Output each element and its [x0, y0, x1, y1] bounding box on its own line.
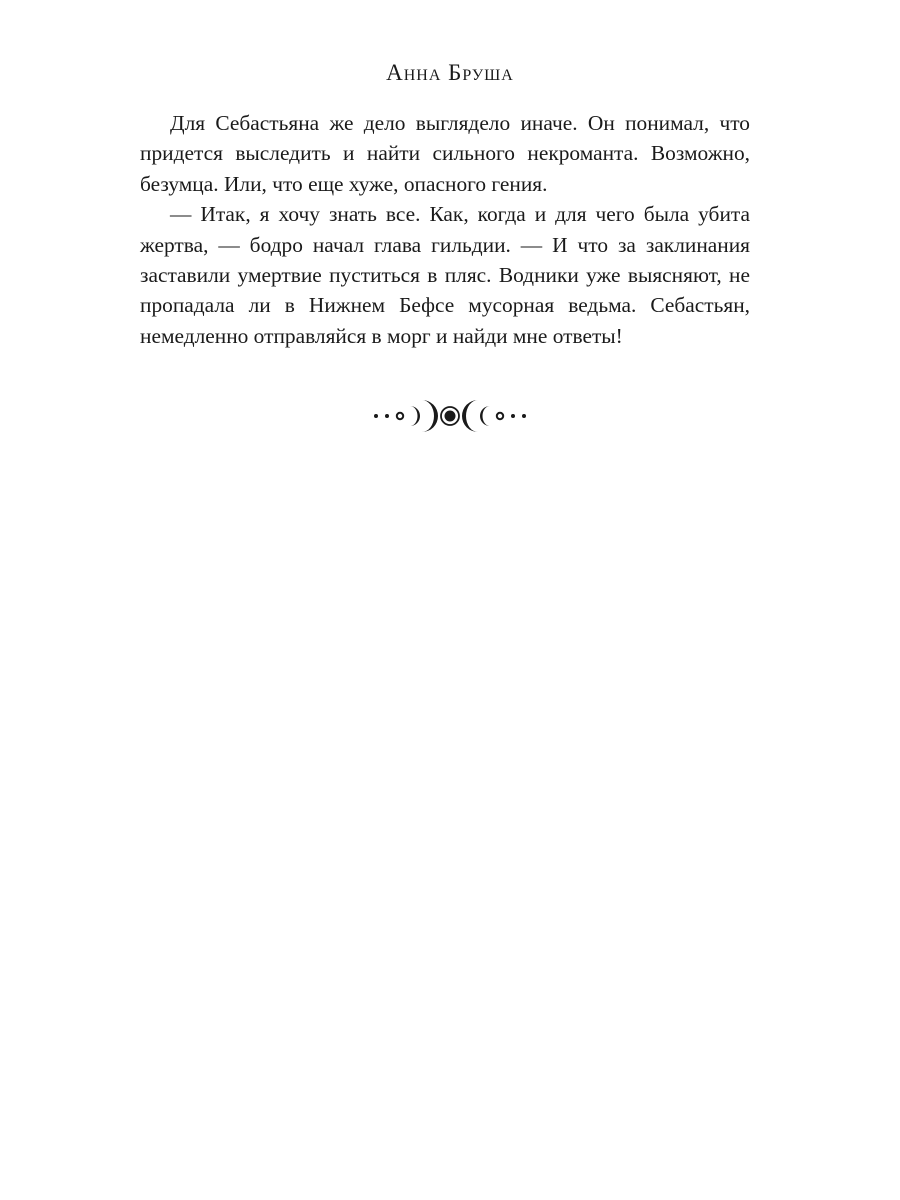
- moon-phases-ornament-icon: [0, 392, 900, 440]
- dot-icon: [374, 414, 378, 418]
- body-text: [140, 108, 750, 351]
- full-moon-icon: [445, 411, 456, 422]
- paragraph: Для Себастьяна же дело выглядело иначе. Он понимал, что придется выследить и найти сильного некроманта. Возможно, безумца. Или, что еще хуже, опасного гения.: [140, 111, 750, 196]
- dot-icon: [511, 414, 515, 418]
- ornament-svg: [370, 392, 530, 440]
- dot-icon: [385, 414, 389, 418]
- ring-icon: [497, 413, 503, 419]
- paragraph: — Итак, я хочу знать все. Как, когда и для чего была убита жертва, — бодро начал глава гильдии. — И что за заклинания заставили умертвие пуститься в пляс. Водники уже выясняют, не пропадала ли в Нижнем Бефсе мусорная ведьма. Себастьян, немедленно отправляйся в морг и найди мне ответы!: [140, 202, 750, 348]
- crescent-icon: [410, 406, 420, 426]
- crescent-icon: [480, 406, 490, 426]
- dot-icon: [522, 414, 526, 418]
- crescent-icon: [462, 400, 478, 432]
- ring-icon: [397, 413, 403, 419]
- crescent-icon: [422, 400, 438, 432]
- running-head-author: Анна Бруша: [386, 60, 514, 85]
